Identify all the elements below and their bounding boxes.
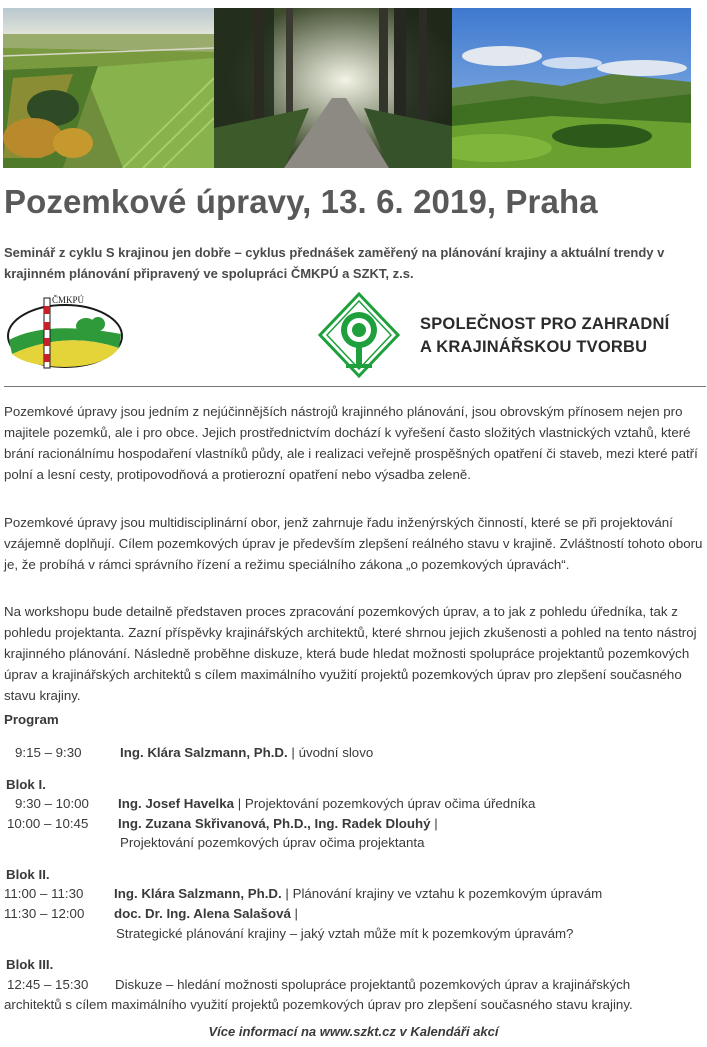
block-label: Blok III. <box>6 957 54 972</box>
header-photo-strip <box>3 8 691 168</box>
program-item-content: Ing. Klára Salzmann, Ph.D. | Plánování krajiny ve vztahu k pozemkovým úpravám <box>114 886 603 901</box>
program-topic: Strategické plánování krajiny – jaký vztah může mít k pozemkovým úpravám? <box>116 926 574 941</box>
szkt-name: SPOLEČNOST PRO ZAHRADNÍ A KRAJINÁŘSKOU TVORBU <box>420 315 670 356</box>
cmkpu-logo-text: ČMKPÚ <box>52 295 85 305</box>
divider <box>4 386 706 387</box>
program-topic: Projektování pozemkových úprav očima úředníka <box>244 796 536 811</box>
program-topic: úvodní slovo <box>298 745 374 760</box>
program-topic: Projektování pozemkových úprav očima projektanta <box>120 835 425 850</box>
program-speaker: Ing. Josef Havelka <box>118 796 235 811</box>
program-item-content: Ing. Klára Salzmann, Ph.D. | úvodní slovo <box>120 745 374 760</box>
page-title: Pozemkové úpravy, 13. 6. 2019, Praha <box>4 183 598 220</box>
green-hills-icon <box>452 8 691 168</box>
program-item <box>15 743 82 763</box>
program-time: 10:00 – 10:45 <box>7 816 89 831</box>
program-time: 9:30 – 10:00 <box>15 796 89 811</box>
program-item-content: Ing. Zuzana Skřivanová, Ph.D., Ing. Radek Dlouhý | <box>118 816 438 831</box>
paragraph-1: Pozemkové úpravy jsou jedním z nejúčinnějších nástrojů krajinného plánování, jsou obrovským přínosem nejen pro majitele pozemků, ale i pro obce. Jejich prostřednictvím dochází k vyřešení často složitých vlastnických vztahů, které brání racionálnímu hospodaření vlastníků půdy, ale i realizaci veřejně prospěšných opatření či staveb, mezi které patří polní a lesní cesty, protipovodňová a protierozní opatření nebo výsadba zeleně. <box>4 404 698 482</box>
forest-road-icon <box>214 8 452 168</box>
program-topic: Plánování krajiny ve vztahu k pozemkovým úpravám <box>292 886 603 901</box>
block-label: Blok I. <box>6 777 46 792</box>
paragraph-2: Pozemkové úpravy jsou multidisciplinární obor, jenž zahrnuje řadu inženýrských činností, které se při projektování vzájemně doplňují. Cílem pozemkových úprav je především zlepšení reálného stavu v krajině. Zvláštností tohoto oboru je, že probíhá v rámci správního řízení a režimu speciálního zákona „o pozemkových úpravách“. <box>4 515 703 572</box>
aerial-fields-icon <box>3 8 214 168</box>
program-speaker: doc. Dr. Ing. Alena Salašová <box>114 906 291 921</box>
subtitle: Seminář z cyklu S krajinou jen dobře – cyklus přednášek zaměřený na plánování krajiny a aktuální trendy v krajinném plánování připravený ve spolupráci ČMKPÚ a SZKT, z.s. <box>4 245 665 281</box>
program-time: 9:15 – 9:30 <box>15 745 82 760</box>
program-time: 12:45 – 15:30 <box>7 977 89 992</box>
program-time: 11:00 – 11:30 <box>4 886 84 901</box>
program-item-content: doc. Dr. Ing. Alena Salašová | <box>114 906 299 921</box>
program-speaker: Ing. Klára Salzmann, Ph.D. <box>114 886 282 901</box>
program-topic-continued: architektů s cílem maximálního využití projektů pozemkových úprav pro zlepšení současného stavu krajiny. <box>4 997 633 1012</box>
program-item-content: Ing. Josef Havelka | Projektování pozemkových úprav očima úředníka <box>118 796 536 811</box>
program-heading: Program <box>4 712 59 727</box>
paragraph-3: Na workshopu bude detailně představen proces zpracování pozemkových úprav, a to jak z pohledu úředníka, tak z pohledu projektanta. Zazní příspěvky krajinářských architektů, které shrnou jejich zkušenosti a pohled na tento nástroj krajinného plánování. Následně proběhne diskuze, která bude hledat možnosti spolupráce projektantů pozemkových úprav a krajinářských architektů s cílem maximálního využití projektů pozemkových úprav pro zlepšení současného stavu krajiny. <box>4 604 697 703</box>
program-speaker: Ing. Klára Salzmann, Ph.D. <box>120 745 288 760</box>
cmkpu-logo <box>6 290 124 370</box>
program-speaker: Ing. Zuzana Skřivanová, Ph.D., Ing. Radek Dlouhý <box>118 816 431 831</box>
program-topic: Diskuze – hledání možnosti spolupráce projektantů pozemkových úprav a krajinářských <box>115 977 631 992</box>
program-time: 11:30 – 12:00 <box>4 906 85 921</box>
block-label: Blok II. <box>6 867 50 882</box>
szkt-logo <box>318 292 400 378</box>
footer-info: Více informací na www.szkt.cz v Kalendáři akcí <box>208 1024 499 1039</box>
